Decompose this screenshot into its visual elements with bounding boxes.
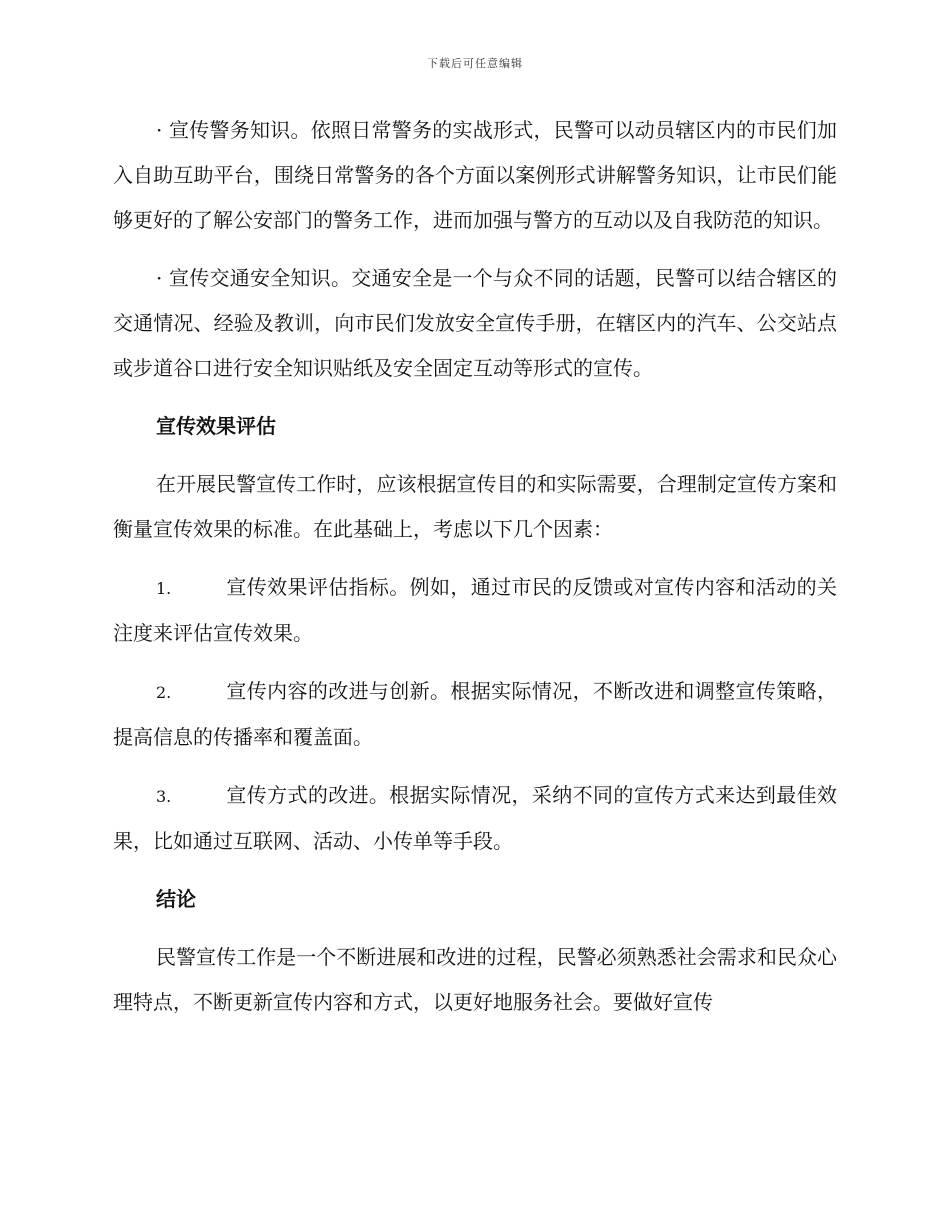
paragraph-evaluation-intro: 在开展民警宣传工作时，应该根据宣传目的和实际需要，合理制定宣传方案和衡量宣传效果的标准。在此基础上，考虑以下几个因素： xyxy=(113,472,837,541)
header-note: 下载后可任意编辑 xyxy=(427,57,523,70)
paragraph-conclusion: 民警宣传工作是一个不断进展和改进的过程，民警必须熟悉社会需求和民众心理特点，不断更新宣传内容和方式，以更好地服务社会。要做好宣传 xyxy=(113,945,837,1014)
list-item-text: 宣传方式的改进。根据实际情况，采纳不同的宣传方式来达到最佳效果，比如通过互联网、活动、小传单等手段。 xyxy=(113,783,837,853)
list-item xyxy=(113,565,837,656)
paragraph-police-knowledge: · 宣传警务知识。依照日常警务的实战形式，民警可以动员辖区内的市民们加入自助互助平台，围绕日常警务的各个方面以案例形式讲解警务知识，让市民们能够更好的了解公安部门的警务工作，进而加强与警方的互动以及自我防范的知识。 xyxy=(113,118,837,232)
section-heading-evaluation: 宣传效果评估 xyxy=(156,414,276,438)
list-item-text: 宣传内容的改进与创新。根据实际情况，不断改进和调整宣传策略，提高信息的传播率和覆盖面。 xyxy=(113,679,837,749)
list-number: 1. xyxy=(156,579,172,598)
section-heading-conclusion: 结论 xyxy=(156,887,196,911)
paragraph-traffic-safety: · 宣传交通安全知识。交通安全是一个与众不同的话题，民警可以结合辖区的交通情况、经验及教训，向市民们发放安全宣传手册，在辖区内的汽车、公交站点或步道谷口进行安全知识贴纸及安全固定互动等形式的宣传。 xyxy=(113,266,837,380)
document-body xyxy=(113,108,837,1038)
list-number: 3. xyxy=(156,787,172,806)
list-item xyxy=(113,773,837,864)
list-number: 2. xyxy=(156,683,172,702)
list-item xyxy=(113,669,837,760)
list-item-text: 宣传效果评估指标。例如，通过市民的反馈或对宣传内容和活动的关注度来评估宣传效果。 xyxy=(113,575,837,645)
